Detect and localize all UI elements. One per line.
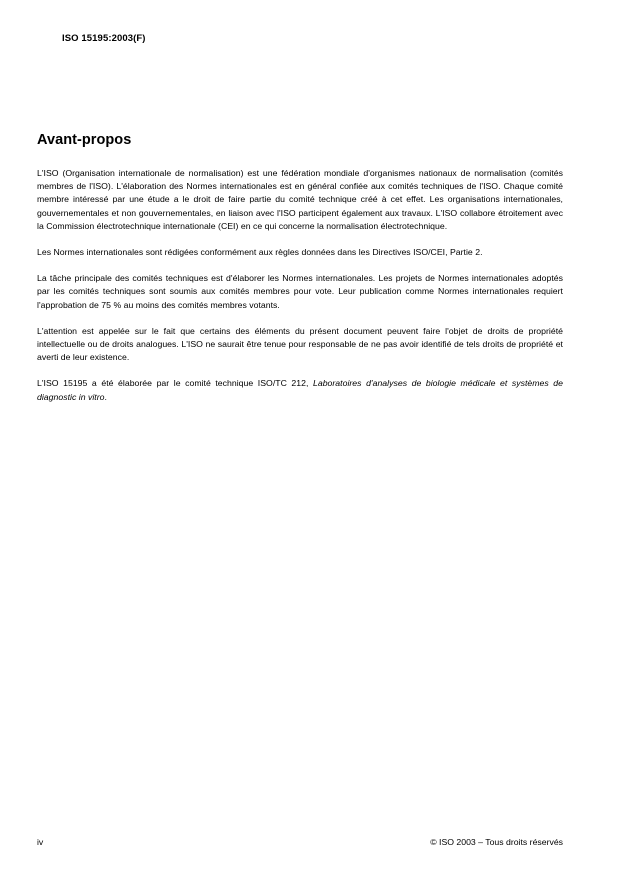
- footer-page-number: iv: [37, 837, 44, 847]
- paragraph-5: [37, 377, 563, 403]
- paragraph-5-committee-title: Laboratoires d'analyses de biologie médicale et systèmes de diagnostic in vitro: [37, 378, 563, 402]
- paragraph-4: L'attention est appelée sur le fait que certains des éléments du présent document peuvent faire l'objet de droits de propriété intellectuelle ou de droits analogues. L'ISO ne saurait être tenue pour responsable de ne pas avoir identifié de tels droits de propriété et averti de leur existence.: [37, 325, 563, 363]
- document-content: [37, 132, 563, 404]
- paragraph-1: L'ISO (Organisation internationale de normalisation) est une fédération mondiale d'organismes nationaux de normalisation (comités membres de l'ISO). L'élaboration des Normes internationales est en général confiée aux comités techniques de l'ISO. Chaque comité membre intéressé par une étude a le droit de faire partie du comité technique créé à cet effet. Les organisations internationales, gouvernementales et non gouvernementales, en liaison avec l'ISO participent également aux travaux. L'ISO collabore étroitement avec la Commission électrotechnique internationale (CEI) en ce qui concerne la normalisation électrotechnique.: [37, 168, 563, 231]
- paragraph-5-trail: .: [104, 391, 107, 402]
- footer-copyright: © ISO 2003 – Tous droits réservés: [430, 837, 563, 847]
- page-header-reference: ISO 15195:2003(F): [62, 33, 146, 44]
- paragraph-5-lead: L'ISO 15195 a été élaborée par le comité technique ISO/TC 212,: [37, 378, 313, 389]
- paragraph-2: Les Normes internationales sont rédigées conformément aux règles données dans les Directives ISO/CEI, Partie 2.: [37, 247, 483, 258]
- section-title-avant-propos: Avant-propos: [37, 132, 132, 148]
- paragraph-3: La tâche principale des comités techniques est d'élaborer les Normes internationales. Les projets de Normes internationales adoptés par les comités techniques sont soumis aux comités membres pour vote. Leur publication comme Normes internationales requiert l'approbation de 75 % au moins des comités membres votants.: [37, 273, 563, 310]
